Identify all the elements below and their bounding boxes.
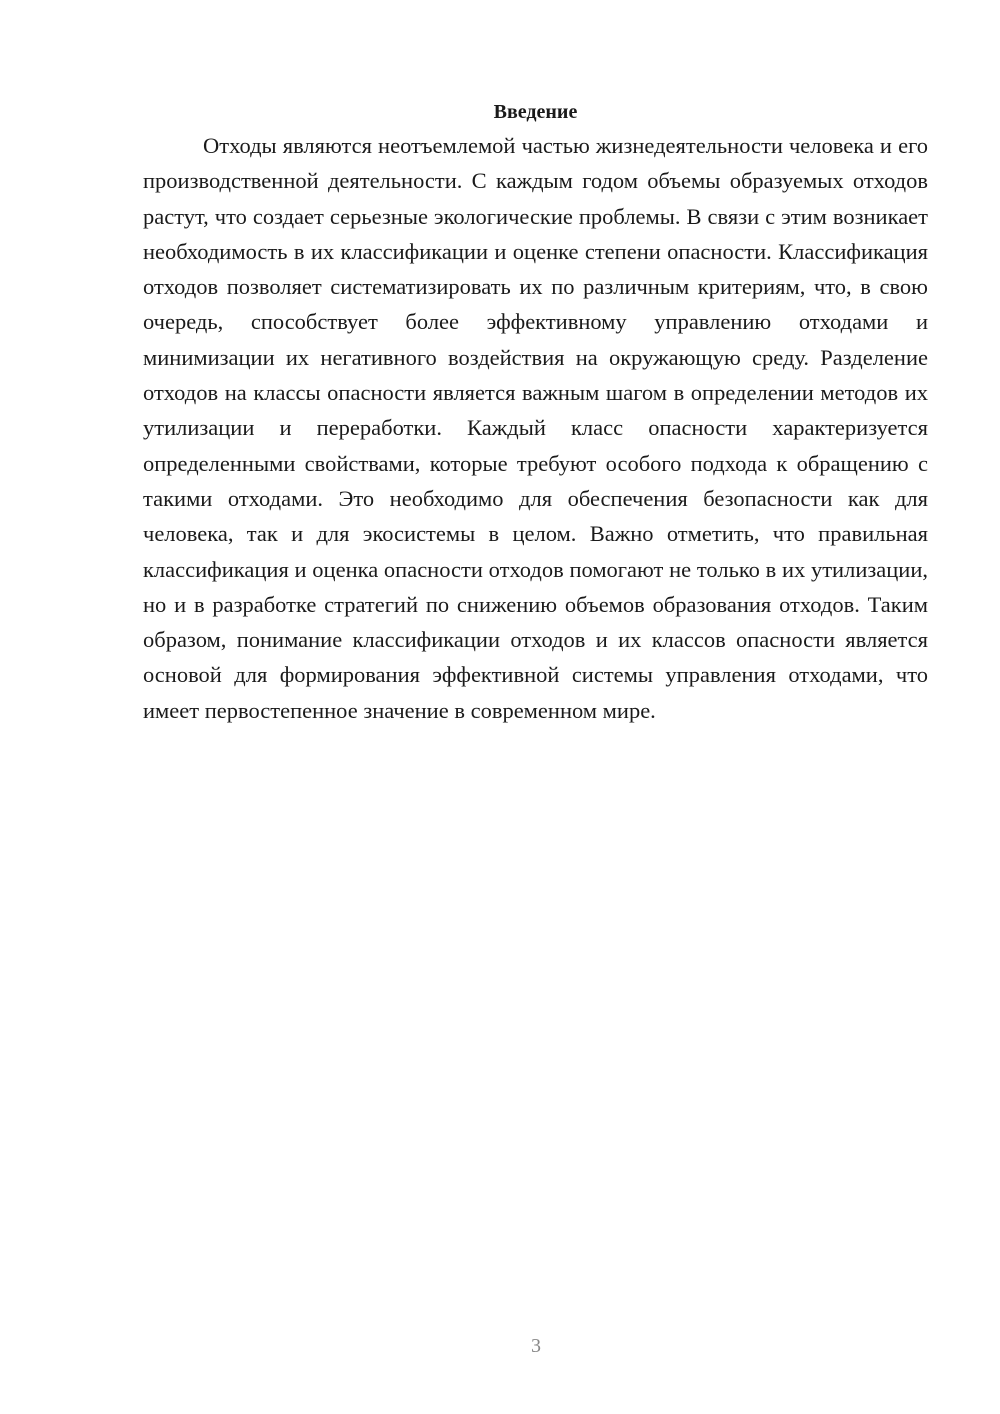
section-heading: Введение (493, 101, 578, 123)
body-paragraph: Отходы являются неотъемлемой частью жизнедеятельности человека и его производственной деятельности. С каждым годом объемы образуемых отходов растут, что создает серьезные экологические проблемы. В связи с этим возникает необходимость в их классификации и оценке степени опасности. Классификация отходов позволяет систематизировать их по различным критериям, что, в свою очередь, способствует более эффективному управлению отходами и минимизации их негативного воздействия на окружающую среду. Разделение отходов на классы опасности является важным шагом в определении методов их утилизации и переработки. Каждый класс опасности характеризуется определенными свойствами, которые требуют особого подхода к обращению с такими отходами. Это необходимо для обеспечения безопасности как для человека, так и для экосистемы в целом. Важно отметить, что правильная классификация и оценка опасности отходов помогают не только в их утилизации, но и в разработке стратегий по снижению объемов образования отходов. Таким образом, понимание классификации отходов и их классов опасности является основой для формирования эффективной системы управления отходами, что имеет первостепенное значение в современном мире. (143, 133, 928, 723)
page-number: 3 (531, 1335, 541, 1357)
page-content (143, 96, 928, 728)
